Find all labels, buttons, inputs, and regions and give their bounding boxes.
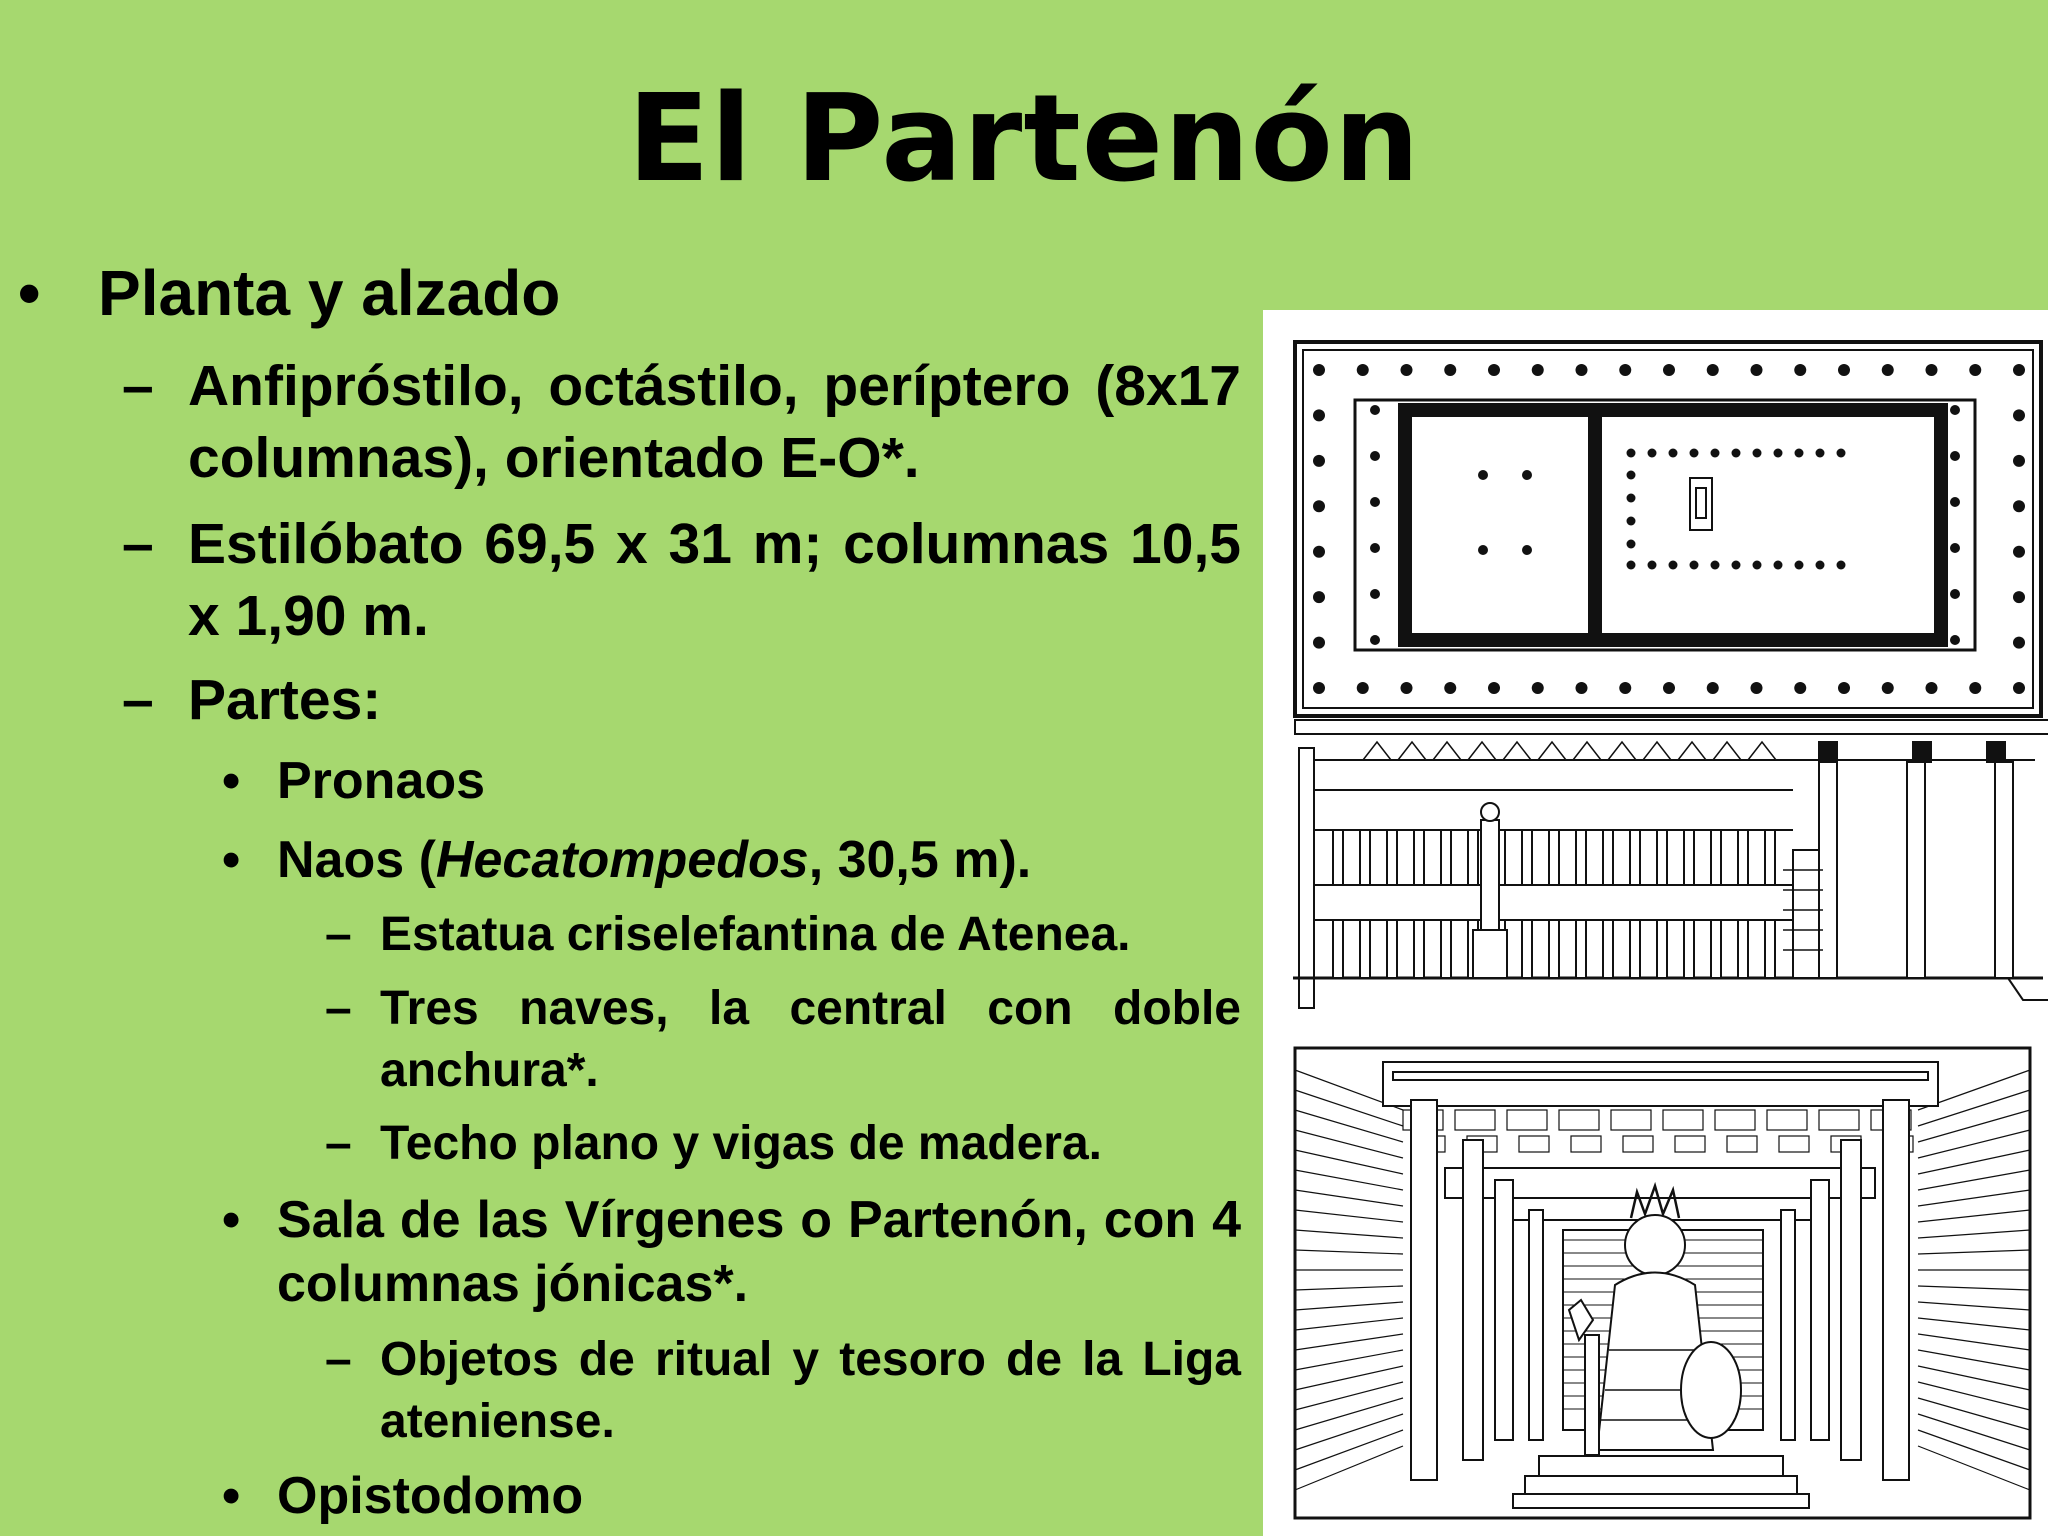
naos-label: Naos ( (277, 831, 436, 889)
bullet-planta-alzado: Planta y alzado (98, 257, 561, 329)
naos-interior-perspective-drawing (1295, 1048, 2030, 1518)
bullet-marker: • (222, 1191, 241, 1249)
bullet-estatua: Estatua criselefantina de Atenea. (380, 908, 1131, 961)
naos-size: , 30,5 m). (808, 831, 1032, 889)
drawings-svg (1263, 310, 2048, 1536)
bullet-marker: • (18, 257, 41, 329)
slide-title: El Partenón (627, 70, 1421, 209)
bullet-tres-naves: Tres naves, la central con doble anchura*. (380, 982, 1241, 1097)
floor-plan-drawing (1295, 342, 2041, 716)
bullet-marker: • (222, 1467, 241, 1525)
dash-marker: – (325, 1333, 352, 1386)
bullet-pronaos: Pronaos (277, 752, 486, 810)
parthenon-drawings (1263, 310, 2048, 1536)
bullet-marker: • (222, 831, 241, 889)
dash-marker: – (325, 982, 352, 1035)
dash-marker: – (325, 1117, 352, 1170)
bullet-naos (277, 828, 1241, 892)
bullet-estilobato: Estilóbato 69,5 x 31 m; columnas 10,5 x 1,90 m. (188, 512, 1241, 648)
dash-marker: – (122, 668, 154, 732)
dash-marker: – (122, 354, 154, 418)
hecatompedos-term: Hecatompedos (435, 831, 809, 889)
bullet-techo: Techo plano y vigas de madera. (380, 1117, 1103, 1170)
bullet-sala-virgenes: Sala de las Vírgenes o Partenón, con 4 columnas jónicas*. (277, 1191, 1241, 1313)
dash-marker: – (325, 908, 352, 961)
bullet-partes: Partes: (188, 668, 382, 732)
bullet-anfiprostilo: Anfipróstilo, octástilo, períptero (8x17 columnas), orientado E-O*. (188, 354, 1241, 490)
longitudinal-section-drawing (1293, 720, 2048, 1008)
dash-marker: – (122, 512, 154, 576)
bullet-opistodomo: Opistodomo (277, 1467, 584, 1525)
bullet-objetos-ritual: Objetos de ritual y tesoro de la Liga ateniense. (380, 1333, 1241, 1448)
bullet-marker: • (222, 752, 241, 810)
